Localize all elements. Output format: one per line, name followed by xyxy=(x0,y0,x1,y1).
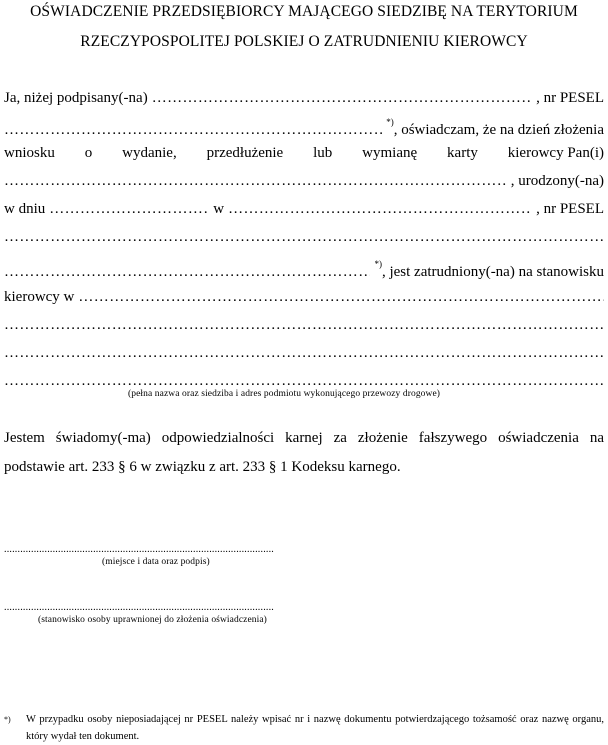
signatory-pesel-field[interactable] xyxy=(4,118,382,137)
employer-line-2 xyxy=(4,313,604,337)
position-label: kierowcy w xyxy=(4,289,75,305)
employer-field-2[interactable] xyxy=(4,313,604,337)
footnote-mark: *) xyxy=(4,715,11,724)
application-word-6: wymianę xyxy=(362,145,418,161)
driver-pesel-field[interactable] xyxy=(4,225,604,249)
form-title-line-2: RZECZYPOSPOLITEJ POLSKIEJ O ZATRUDNIENIU KIEROWCY xyxy=(80,33,528,50)
form-title-line-1: OŚWIADCZENIE PRZEDSIĘBIORCY MAJĄCEGO SIEDZIBĘ NA TERYTORIUM xyxy=(30,3,578,20)
employer-field-1[interactable] xyxy=(78,285,604,309)
pesel-label: , nr PESEL xyxy=(536,90,604,106)
employer-line-3 xyxy=(4,341,604,365)
authorized-position-field[interactable]: .................................................................................................... xyxy=(4,602,274,613)
authorized-position-caption: (stanowisko osoby uprawnionej do złożenia oświadczenia) xyxy=(38,615,267,625)
employment-text: , jest zatrudniony(-na) na stanowisku xyxy=(381,264,604,279)
born-label: , urodzony(-na) xyxy=(510,173,604,189)
application-word-3: wydanie, xyxy=(122,145,177,161)
application-word-8: kierowcy Pan(i) xyxy=(507,145,604,161)
signatory-name-line xyxy=(4,86,604,110)
footnote xyxy=(4,711,604,745)
signatory-name-field[interactable] xyxy=(152,86,532,110)
employer-caption: (pełna nazwa oraz siedziba i adres podmiotu wykonującego przewozy drogowe) xyxy=(128,389,441,399)
liability-text: Jestem świadomy(-ma) odpowiedzialności karnej za złożenie fałszywego oświadczenia na podstawie art. 233 § 6 w związku z art. 233 § 1 Kodeksu karnego. xyxy=(4,430,604,475)
signatory-label: Ja, niżej podpisany(-na) xyxy=(4,90,148,106)
application-word-5: lub xyxy=(313,145,333,161)
application-word-1: wniosku xyxy=(4,145,55,161)
place-date-signature-caption: (miejsce i data oraz podpis) xyxy=(102,557,210,567)
application-word-4: przedłużenie xyxy=(206,145,284,161)
driver-pesel-label: , nr PESEL xyxy=(536,201,604,217)
application-word-2: o xyxy=(84,145,93,161)
birth-date-field[interactable] xyxy=(49,197,209,221)
employer-field-3[interactable] xyxy=(4,341,604,365)
application-line xyxy=(4,141,604,165)
birth-place-field[interactable] xyxy=(228,197,532,221)
employment-line xyxy=(4,255,604,279)
driver-name-field[interactable] xyxy=(4,169,507,193)
liability-statement xyxy=(4,424,604,482)
birth-place-label: w xyxy=(213,201,225,217)
signatory-pesel-line xyxy=(4,113,604,137)
driver-document-field[interactable] xyxy=(4,260,370,279)
driver-name-line xyxy=(4,169,604,193)
footnote-text: W przypadku osoby nieposiadającej nr PESEL należy wpisać nr i nazwę dokumentu potwierdzającego tożsamość oraz nazwę organu, który wydał ten dokument. xyxy=(26,714,604,742)
birth-line xyxy=(4,197,604,221)
position-line xyxy=(4,285,604,309)
footnote-ref-2: *) xyxy=(374,259,382,269)
declaration-date-text: , oświadczam, że na dzień złożenia xyxy=(393,122,604,137)
birth-date-label: w dniu xyxy=(4,201,46,217)
application-word-7: karty xyxy=(447,145,478,161)
place-date-signature-field[interactable]: .................................................................................................... xyxy=(4,544,274,555)
driver-pesel-line xyxy=(4,225,604,249)
footnote-ref: *) xyxy=(386,117,394,127)
